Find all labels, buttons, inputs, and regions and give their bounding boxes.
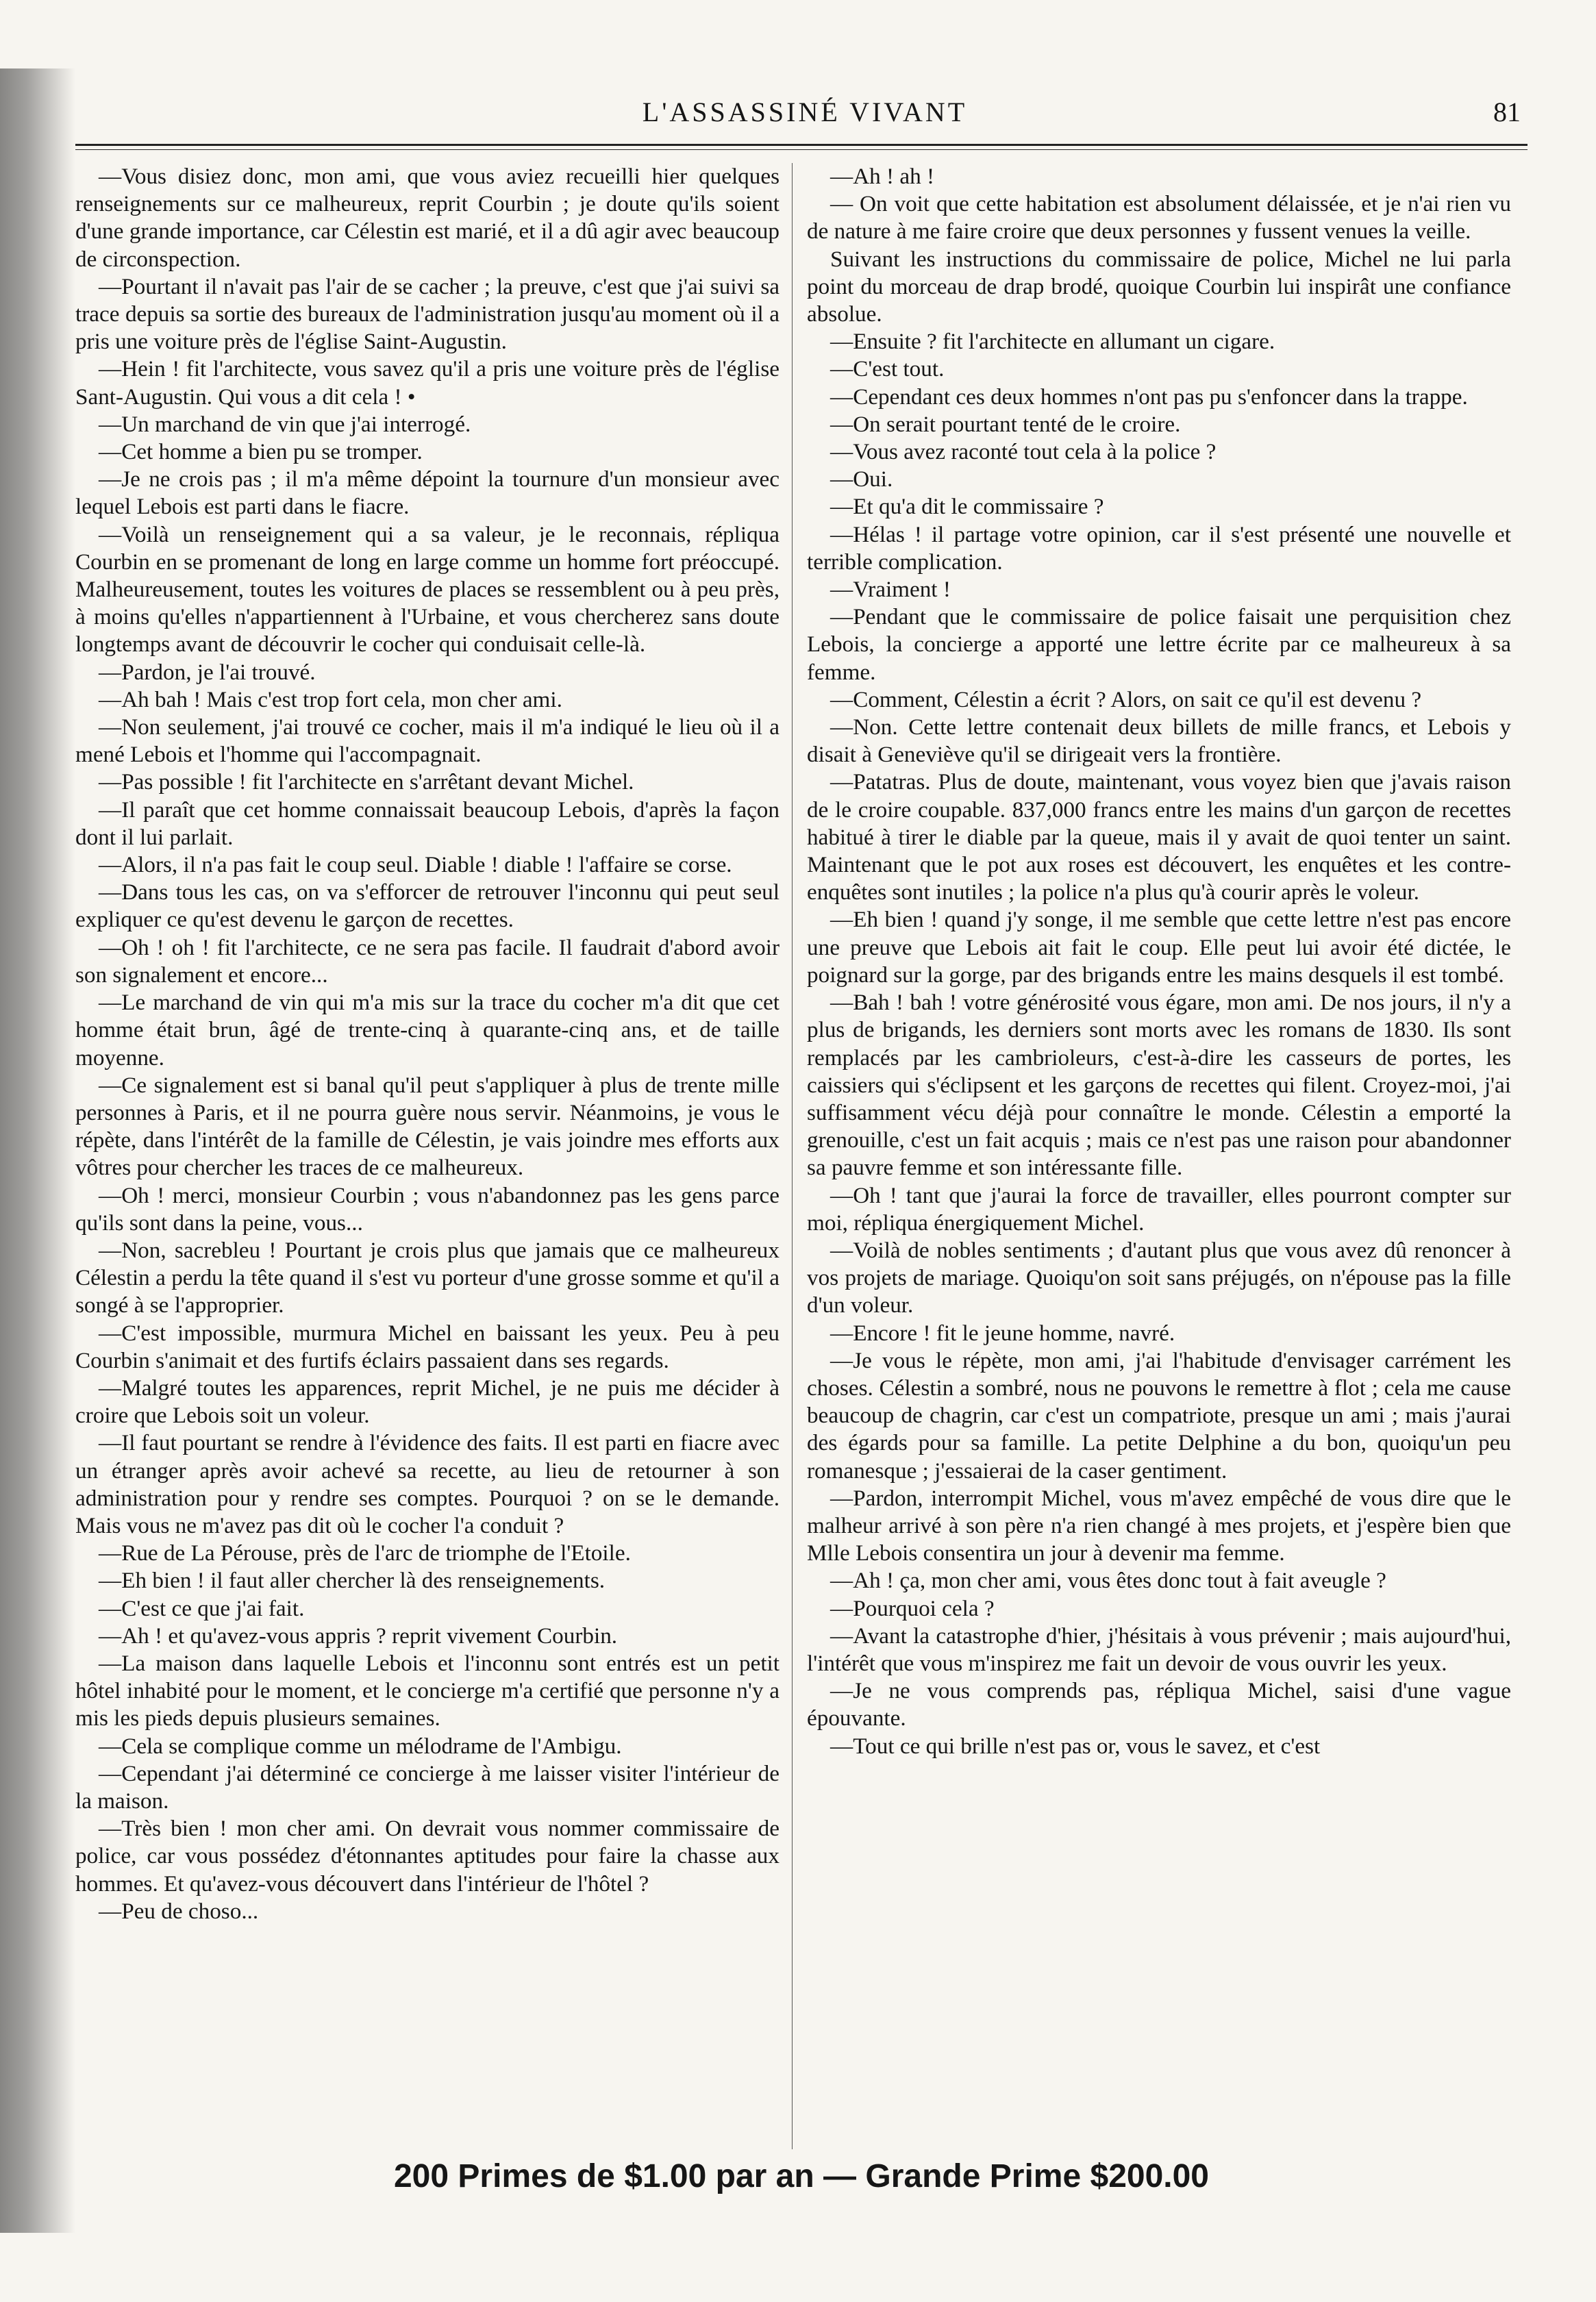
- paragraph: Suivant les instructions du commissaire de police, Michel ne lui parla point du morceau de drap brodé, quoique Courbin lui inspirât une confiance absolue.: [807, 246, 1511, 327]
- paragraph: —Eh bien ! quand j'y songe, il me semble que cette lettre n'est pas encore une preuve que Lebois ait fait le coup. Elle peut lui avoir été dictée, le poignard sur la gorge, par des brigands entre les mains desquels il est tombé.: [807, 907, 1511, 988]
- paragraph: —Voilà de nobles sentiments ; d'autant plus que vous avez dû renoncer à vos projets de mariage. Quoiqu'on soit sans préjugés, on n'épouse pas la fille d'un voleur.: [807, 1237, 1511, 1318]
- paragraph: —Le marchand de vin qui m'a mis sur la trace du cocher m'a dit que cet homme était brun, âgé de trente-cinq à quarante-cinq ans, et de taille moyenne.: [75, 990, 780, 1071]
- paragraph: —Cependant j'ai déterminé ce concierge à me laisser visiter l'intérieur de la maison.: [75, 1760, 780, 1814]
- paragraph: —Ah ! ah !: [830, 164, 935, 189]
- paragraph: —Pourtant il n'avait pas l'air de se cacher ; la preuve, c'est que j'ai suivi sa trace depuis sa sortie des bureaux de l'administration jusqu'au moment où il a pris une voiture près de l'église Saint-Augustin.: [75, 273, 780, 355]
- paragraph: —Je ne vous comprends pas, répliqua Michel, saisi d'une vague épouvante.: [807, 1678, 1511, 1731]
- paragraph: —Pendant que le commissaire de police faisait une perquisition chez Lebois, la concierge a apporté une lettre écrite par ce malheureux à sa femme.: [807, 604, 1511, 685]
- binding-shadow: [0, 68, 75, 2233]
- paragraph: —Et qu'a dit le commissaire ?: [830, 494, 1104, 520]
- paragraph: —Vraiment !: [830, 577, 951, 603]
- paragraph: —Dans tous les cas, on va s'efforcer de retrouver l'inconnu qui peut seul expliquer ce qu'est devenu le garçon de recettes.: [75, 879, 780, 933]
- right-column: [807, 163, 1511, 2149]
- text-columns: [75, 163, 1528, 2149]
- paragraph: —Il paraît que cet homme connaissait beaucoup Lebois, d'après la façon dont il lui parlait.: [75, 797, 780, 850]
- paragraph: —La maison dans laquelle Lebois et l'inconnu sont entrés est un petit hôtel inhabité pour le moment, et le concierge m'a certifié que personne n'y a mis les pieds depuis plusieurs semaines.: [75, 1650, 780, 1731]
- paragraph: —Il faut pourtant se rendre à l'évidence des faits. Il est parti en fiacre avec un étranger après avoir achevé sa recette, au lieu de retourner à son administration pour y rendre ses comptes. Pourquoi ? on se le demande. Mais vous ne m'avez pas dit où le cocher l'a conduit ?: [75, 1430, 780, 1538]
- paragraph: —Patatras. Plus de doute, maintenant, vous voyez bien que j'avais raison de le croire coupable. 837,000 francs entre les mains d'un garçon de recettes habitué à tirer le diable par la queue, mais il y avait de quoi tenter un saint. Maintenant que le pot aux roses est découvert, les enquêtes et les contre-enquêtes sont inutiles ; la police n'a plus qu'à courir après le voleur.: [807, 769, 1511, 905]
- paragraph: —C'est ce que j'ai fait.: [99, 1595, 305, 1621]
- paragraph: —Non, sacrebleu ! Pourtant je crois plus que jamais que ce malheureux Célestin a perdu la tête quand il s'est vu porteur d'une grosse somme et qu'il a songé à se l'approprier.: [75, 1237, 780, 1318]
- paragraph: —Oh ! merci, monsieur Courbin ; vous n'abandonnez pas les gens parce qu'ils sont dans la peine, vous...: [75, 1182, 780, 1236]
- paragraph: —Peu de choso...: [99, 1898, 259, 1924]
- page-header: [75, 96, 1534, 137]
- paragraph: —Je ne crois pas ; il m'a même dépoint la tournure d'un monsieur avec lequel Lebois est parti dans le fiacre.: [75, 466, 780, 520]
- paragraph: — On voit que cette habitation est absolument délaissée, et je n'ai rien vu de nature à me faire croire que deux personnes y fussent venues la veille.: [807, 191, 1511, 245]
- paragraph: —Pas possible ! fit l'architecte en s'arrêtant devant Michel.: [99, 769, 634, 795]
- paragraph: —Pourquoi cela ?: [830, 1595, 995, 1621]
- paragraph: —Ensuite ? fit l'architecte en allumant un cigare.: [830, 329, 1275, 355]
- paragraph: —C'est impossible, murmura Michel en baissant les yeux. Peu à peu Courbin s'animait et des furtifs éclairs passaient dans ses regards.: [75, 1320, 780, 1373]
- header-rule-thin: [75, 149, 1528, 150]
- paragraph: —Ah ! et qu'avez-vous appris ? reprit vivement Courbin.: [99, 1623, 618, 1649]
- paragraph: —Ah ! ça, mon cher ami, vous êtes donc tout à fait aveugle ?: [830, 1568, 1386, 1594]
- paragraph: —On serait pourtant tenté de le croire.: [830, 411, 1181, 437]
- paragraph: —Cependant ces deux hommes n'ont pas pu s'enfoncer dans la trappe.: [830, 384, 1468, 410]
- paragraph: —Très bien ! mon cher ami. On devrait vous nommer commissaire de police, car vous possédez d'étonnantes aptitudes pour faire la chasse aux hommes. Et qu'avez-vous découvert dans l'intérieur de l'hôtel ?: [75, 1816, 780, 1897]
- footer-advert: 200 Primes de $1.00 par an — Grande Prime $200.00: [393, 2158, 1209, 2194]
- header-rule: [75, 144, 1528, 146]
- paragraph: —Hélas ! il partage votre opinion, car il s'est présenté une nouvelle et terrible complication.: [807, 521, 1511, 575]
- paragraph: —Ce signalement est si banal qu'il peut s'appliquer à plus de trente mille personnes à Paris, et il ne pourra guère nous servir. Néanmoins, je vous le répète, dans l'intérêt de la famille de Célestin, je vais joindre mes efforts aux vôtres pour chercher les traces de ce malheureux.: [75, 1072, 780, 1181]
- paragraph: —Non seulement, j'ai trouvé ce cocher, mais il m'a indiqué le lieu où il a mené Lebois et l'homme qui l'accompagnait.: [75, 714, 780, 768]
- paragraph: —Ah bah ! Mais c'est trop fort cela, mon cher ami.: [99, 686, 562, 712]
- paragraph: —Tout ce qui brille n'est pas or, vous le savez, et c'est: [830, 1733, 1321, 1759]
- paragraph: —Voilà un renseignement qui a sa valeur, je le reconnais, répliqua Courbin en se promenant de long en large comme un homme fort préoccupé. Malheureusement, toutes les voitures de places se ressemblent ou à peu près, à moins qu'elles n'appartiennent à l'Urbaine, et vous chercherez sans doute longtemps avant de découvrir le cocher qui conduisait celle-là.: [75, 521, 780, 658]
- paragraph: —Je vous le répète, mon ami, j'ai l'habitude d'envisager carrément les choses. Célestin a sombré, nous ne pouvons le remettre à flot ; cela me cause beaucoup de chagrin, car c'est un compatriote, presque un ami ; mais j'aurai des égards pour sa famille. La petite Delphine a du bon, quoiqu'un peu romanesque ; j'essaierai de la caser gentiment.: [807, 1347, 1511, 1484]
- paragraph: —Cet homme a bien pu se tromper.: [99, 439, 423, 465]
- paragraph: —Vous disiez donc, mon ami, que vous aviez recueilli hier quelques renseignements sur ce malheureux, reprit Courbin ; je doute qu'ils soient d'une grande importance, car Célestin est marié, et il a dû agir avec beaucoup de circonspection.: [75, 164, 780, 272]
- paragraph: —Encore ! fit le jeune homme, navré.: [830, 1320, 1175, 1346]
- paragraph: —Oh ! tant que j'aurai la force de travailler, elles pourront compter sur moi, répliqua énergiquement Michel.: [807, 1182, 1511, 1236]
- paragraph: —Rue de La Pérouse, près de l'arc de triomphe de l'Etoile.: [99, 1540, 631, 1566]
- paragraph: —Oui.: [830, 466, 893, 492]
- paragraph: —Bah ! bah ! votre générosité vous égare, mon ami. De nos jours, il n'y a plus de brigands, les derniers sont morts avec les romans de 1830. Ils sont remplacés par les cambrioleurs, c'est-à-dire les casseurs de portes, les caissiers qui s'éclipsent et les garçons de recettes qui filent. Croyez-moi, j'ai suffisamment vécu déjà pour connaître le monde. Célestin a emporté la grenouille, c'est un fait acquis ; mais ce n'est pas une raison pour abandonner sa pauvre femme et son intéressante fille.: [807, 990, 1511, 1181]
- paragraph: —Comment, Célestin a écrit ? Alors, on sait ce qu'il est devenu ?: [830, 686, 1422, 712]
- paragraph: —Oh ! oh ! fit l'architecte, ce ne sera pas facile. Il faudrait d'abord avoir son signalement et encore...: [75, 934, 780, 988]
- paragraph: —Eh bien ! il faut aller chercher là des renseignements.: [99, 1568, 606, 1594]
- paragraph: —Non. Cette lettre contenait deux billets de mille francs, et Lebois y disait à Geneviève qu'il se dirigeait vers la frontière.: [807, 714, 1511, 768]
- running-title: L'ASSASSINÉ VIVANT: [642, 97, 968, 127]
- paragraph: —Alors, il n'a pas fait le coup seul. Diable ! diable ! l'affaire se corse.: [99, 852, 732, 878]
- paragraph: —Vous avez raconté tout cela à la police ?: [830, 439, 1217, 465]
- paragraph: —Pardon, je l'ai trouvé.: [99, 659, 316, 685]
- page-number: 81: [1493, 97, 1521, 127]
- left-column: [75, 163, 780, 2149]
- column-divider: [792, 163, 793, 2149]
- paragraph: —Hein ! fit l'architecte, vous savez qu'il a pris une voiture près de l'église Sant-Augustin. Qui vous a dit cela ! •: [75, 356, 780, 410]
- paragraph: —Pardon, interrompit Michel, vous m'avez empêché de vous dire que le malheur arrivé à son père n'a rien changé à mes projets, et j'espère bien que Mlle Lebois consentira un jour à devenir ma femme.: [807, 1485, 1511, 1566]
- paragraph: —C'est tout.: [830, 356, 945, 382]
- paragraph: —Avant la catastrophe d'hier, j'hésitais à vous prévenir ; mais aujourd'hui, l'intérêt que vous m'inspirez me fait un devoir de vous ouvrir les yeux.: [807, 1623, 1511, 1676]
- paragraph: —Cela se complique comme un mélodrame de l'Ambigu.: [99, 1733, 622, 1759]
- paragraph: —Malgré toutes les apparences, reprit Michel, je ne puis me décider à croire que Lebois soit un voleur.: [75, 1375, 780, 1429]
- paragraph: —Un marchand de vin que j'ai interrogé.: [99, 411, 471, 437]
